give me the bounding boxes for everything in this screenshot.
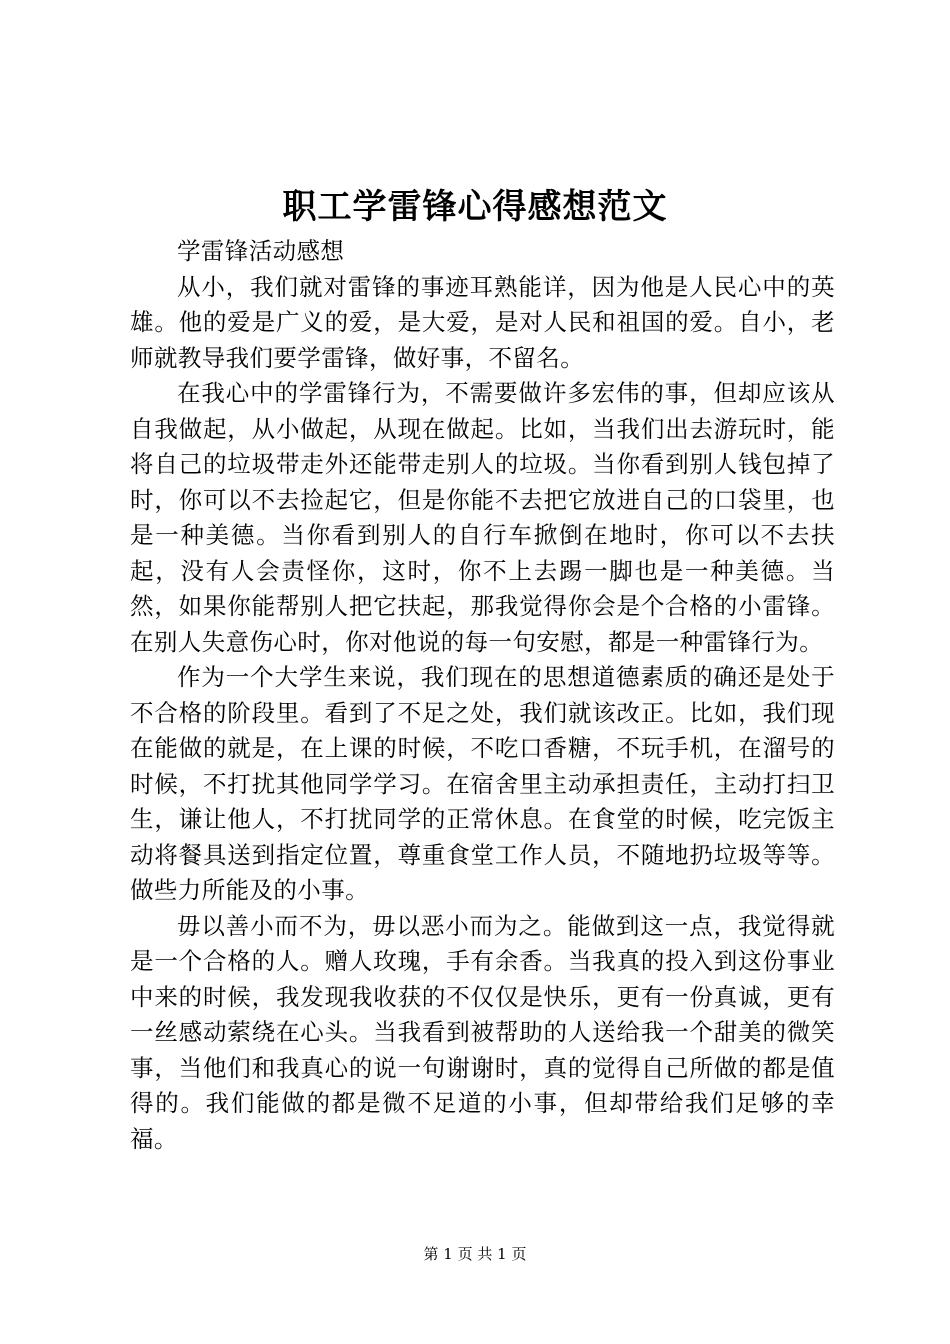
- paragraph: 在我心中的学雷锋行为，不需要做许多宏伟的事，但却应该从自我做起，从小做起，从现在做起。比如，当我们出去游玩时，能将自己的垃圾带走外还能带走别人的垃圾。当你看到别人钱包掉了时，你可以不去捡起它，但是你能不去把它放进自己的口袋里，也是一种美德。当你看到别人的自行车掀倒在地时，你可以不去扶起，没有人会责怪你，这时，你不上去踢一脚也是一种美德。当然，如果你能帮别人把它扶起，那我觉得你会是个合格的小雷锋。在别人失意伤心时，你对他说的每一句安慰，都是一种雷锋行为。: [130, 379, 835, 656]
- document-title: 职工学雷锋心得感想范文: [282, 187, 668, 227]
- page-footer: 第 1 页 共 1 页: [423, 1245, 527, 1263]
- paragraph: 毋以善小而不为，毋以恶小而为之。能做到这一点，我觉得就是一个合格的人。赠人玫瑰，手有余香。当我真的投入到这份事业中来的时候，我发现我收获的不仅仅是快乐，更有一份真诚，更有一丝感动萦绕在心头。当我看到被帮助的人送给我一个甜美的微笑事，当他们和我真心的说一句谢谢时，真的觉得自己所做的都是值得的。我们能做的都是微不足道的小事，但却带给我们足够的幸福。: [130, 911, 835, 1153]
- paragraph: 作为一个大学生来说，我们现在的思想道德素质的确还是处于不合格的阶段里。看到了不足之处，我们就该改正。比如，我们现在能做的就是，在上课的时候，不吃口香糖，不玩手机，在溜号的时候，不打扰其他同学学习。在宿舍里主动承担责任，主动打扫卫生，谦让他人，不打扰同学的正常休息。在食堂的时候，吃完饭主动将餐具送到指定位置，尊重食堂工作人员，不随地扔垃圾等等。做些力所能及的小事。: [130, 663, 835, 904]
- paragraph: 从小，我们就对雷锋的事迹耳熟能详，因为他是人民心中的英雄。他的爱是广义的爱，是大爱，是对人民和祖国的爱。自小，老师就教导我们要学雷锋，做好事，不留名。: [130, 272, 835, 372]
- document-body: [130, 234, 835, 1157]
- paragraph-subtitle: 学雷锋活动感想: [177, 237, 345, 265]
